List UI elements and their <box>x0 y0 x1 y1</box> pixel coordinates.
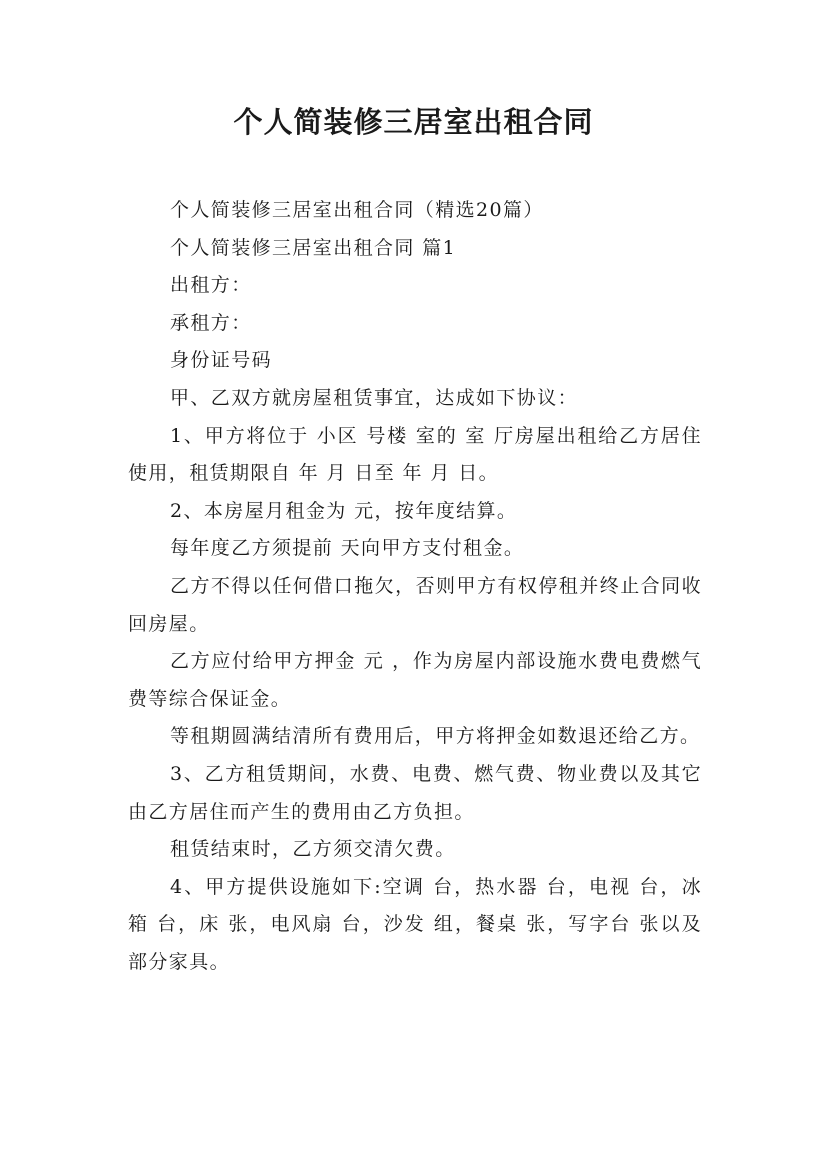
document-title: 个人简装修三居室出租合同 <box>233 105 594 139</box>
paragraph-clause-2: 2、本房屋月租金为 元，按年度结算。 <box>170 499 518 522</box>
paragraph-clause-3: 3、乙方租赁期间，水费、电费、燃气费、物业费以及其它由乙方居住而产生的费用由乙方负担。 <box>128 762 702 823</box>
paragraph-clause-1: 1、甲方将位于 小区 号楼 室的 室 厅房屋出租给乙方居住使用，租赁期限自 年 月 日至 年 月 日。 <box>128 424 702 485</box>
paragraph-lessor: 出租方： <box>170 274 252 297</box>
paragraph-deposit-refund: 等租期圆满结清所有费用后，甲方将押金如数退还给乙方。 <box>170 725 701 748</box>
paragraph-section-heading: 个人简装修三居室出租合同 篇1 <box>170 236 457 259</box>
paragraph-no-arrears: 乙方不得以任何借口拖欠，否则甲方有权停租并终止合同收回房屋。 <box>128 574 702 635</box>
paragraph-subtitle: 个人简装修三居室出租合同（精选20篇） <box>170 199 544 221</box>
paragraph-lessee: 承租方： <box>170 311 252 334</box>
paragraph-agreement-intro: 甲、乙双方就房屋租赁事宜，达成如下协议： <box>170 386 579 409</box>
paragraph-deposit: 乙方应付给甲方押金 元 ，作为房屋内部设施水费电费燃气费等综合保证金。 <box>128 650 702 710</box>
paragraph-settle-arrears: 租赁结束时，乙方须交清欠费。 <box>170 838 456 861</box>
document-body <box>128 192 702 981</box>
paragraph-advance-payment: 每年度乙方须提前 天向甲方支付租金。 <box>170 537 525 560</box>
paragraph-clause-4: 4、甲方提供设施如下:空调 台，热水器 台，电视 台，冰箱 台，床 张，电风扇 台，沙发 组，餐桌 张，写字台 张以及部分家具。 <box>128 875 702 973</box>
paragraph-id-number: 身份证号码 <box>170 349 273 372</box>
